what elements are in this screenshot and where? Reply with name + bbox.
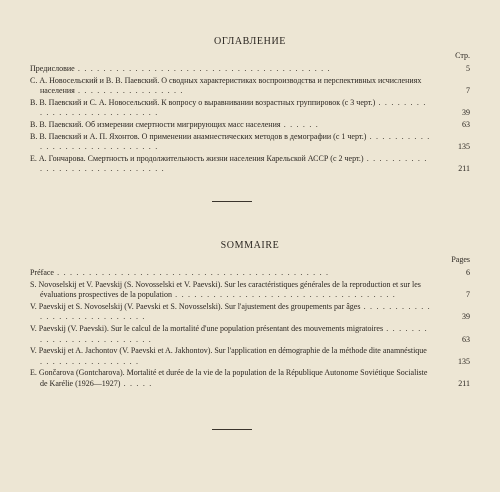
- page-number: 7: [466, 86, 470, 96]
- toc-entry: V. Paevskij et S. Novoselskij (V. Paevski et S. Novosselski). Sur l'ajustement des groupements par âges . . . . . . . . . . . . . . . . . . . . . . . . . . . . 39: [30, 301, 470, 322]
- page-number: 6: [466, 268, 470, 277]
- page-number: 39: [462, 108, 470, 118]
- toc-russian: [30, 36, 470, 175]
- toc-entry: E. Gončarova (Gontcharova). Mortalité et durée de la vie de la population de la République Autonome Soviétique Socialiste de Karélie (1926—1927) . . . . . 211: [30, 368, 470, 388]
- page-number: 63: [462, 119, 470, 129]
- toc-fr-page-header: Pages: [451, 255, 470, 264]
- toc-entry: Préface . . . . . . . . . . . . . . . . . . . . . . . . . . . . . . . . . . . . . . . . . . . 6: [30, 268, 470, 277]
- toc-entry: V. Paevskij (V. Paevski). Sur le calcul de la mortalité d'une population présentant des mouvements migratoires . . . . . . . . . . . . . . . . . . . . . . . . . 63: [30, 323, 470, 344]
- toc-french: [30, 240, 470, 390]
- page-number: 5: [466, 64, 470, 73]
- page-number: 135: [458, 356, 470, 366]
- toc-entry: V. Paevskij et A. Jachontov (V. Paevski et A. Jakhontov). Sur l'application en démographie de la méthode dite anamnéstique . . . . . . . . . . . . . . . . 135: [30, 346, 470, 366]
- section-divider: [212, 201, 252, 202]
- toc-entry: С. А. Новосельский и В. В. Паевский. О сводных характеристиках воспроизводства и перспективных исчислениях населения . . . . . . . . . . . . . . . . . 7: [30, 75, 470, 96]
- page-number: 63: [462, 334, 470, 344]
- page-number: 135: [458, 142, 470, 152]
- page-number: 211: [458, 378, 470, 388]
- toc-entry: S. Novoselskij et V. Paevskij (S. Novosselski et V. Paevski). Sur les caractéristiques générales de la reproduction et sur les évaluations prospectives de la population . . . . . . . . . . . . . . . . . . . . . . . . . . . . . . . . . . . 7: [30, 279, 470, 300]
- page-number: 39: [462, 312, 470, 322]
- toc-entry: В. В. Паевский. Об измерении смертности мигрирующих масс населения . . . . . . 63: [30, 119, 470, 129]
- page-number: 7: [466, 290, 470, 300]
- toc-entry: В. В. Паевский и С. А. Новосельский. К вопросу о выравнивании возрастных группировок (с 3 черт.) . . . . . . . . . . . . . . . . . . . . . . . . . . . 39: [30, 97, 470, 118]
- toc-ru-page-header: Стр.: [455, 51, 470, 60]
- toc-entry: Предисловие . . . . . . . . . . . . . . . . . . . . . . . . . . . . . . . . . . . . . . . . 5: [30, 64, 470, 73]
- toc-entry: В. В. Паевский и А. П. Яхонтов. О применении анамнестических методов в демографии (с 1 черт.) . . . . . . . . . . . . . . . . . . . . . . . . . . . . . 135: [30, 131, 470, 152]
- page-number: 211: [458, 164, 470, 174]
- toc-entry: Е. А. Гончарова. Смертность и продолжительность жизни населения Карельской АССР (с 2 черт.) . . . . . . . . . . . . . . . . . . . . . . . . . . . . . . 211: [30, 153, 470, 174]
- toc-ru-title: ОГЛАВЛЕНИЕ: [214, 36, 286, 47]
- section-divider: [212, 429, 252, 430]
- toc-fr-title: SOMMAIRE: [220, 240, 280, 251]
